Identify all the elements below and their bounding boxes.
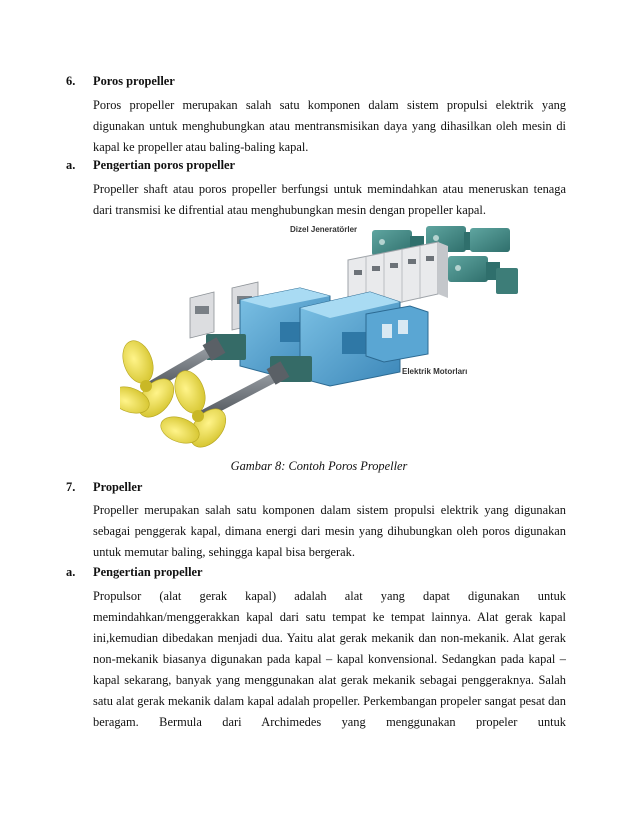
- section-6a-paragraph: Propeller shaft atau poros propeller berfungsi untuk memindahkan atau meneruskan tenaga dari transmisi ke difrential atau menghubungkan mesin dengan propeller kapal.: [93, 182, 566, 217]
- section-7-heading: [66, 480, 142, 495]
- propulsion-system-illustration: [120, 222, 520, 456]
- motors-label: Elektrik Motorları: [402, 367, 468, 376]
- section-6-heading: [66, 74, 175, 89]
- section-7a-paragraph: Propulsor (alat gerak kapal) adalah alat yang dapat digunakan untuk memindahkan/menggerakkan kapal dari satu tempat ke tempat lainnya. Alat gerak kapal ini,kemudian dibedakan menjadi dua. Yaitu alat gerak mekanik dan non-mekanik. Alat gerak non-mekanik biasanya digunakan pada kapal – kapal konvensional. Sedangkan pada kapal – kapal sekarang, banyak yang menggunakan alat gerak mekanik sebagai penggeraknya. Salah satu alat gerak mekanik dalam kapal adalah propeller. Perkembangan propeler sangat pesat dan beragam. Bermula dari Archimedes yang menggunakan propeler untuk: [93, 589, 566, 729]
- section-6-number: 6.: [66, 74, 76, 88]
- section-7a-heading: [66, 565, 203, 580]
- section-6a-number: a.: [66, 158, 76, 172]
- section-6a-heading: [66, 158, 235, 173]
- section-7-title: Propeller: [93, 480, 143, 494]
- propeller-shaft-figure: [120, 222, 520, 456]
- propeller-left: [120, 337, 181, 424]
- generators-label: Dizel Jeneratörler: [290, 225, 358, 234]
- section-6-paragraph: Poros propeller merupakan salah satu komponen dalam sistem propulsi elektrik yang digunakan untuk menghubungkan atau mentransmisikan daya yang dihasilkan oleh mesin di kapal ke propeller atau baling-baling kapal.: [93, 98, 566, 154]
- section-6a-title: Pengertian poros propeller: [93, 158, 236, 172]
- section-7a-title: Pengertian propeller: [93, 565, 203, 579]
- section-7-paragraph: Propeller merupakan salah satu komponen dalam sistem propulsi elektrik yang digunakan sebagai penggerak kapal, dimana energi dari mesin yang dihubungkan oleh poros digunakan untuk memutar baling, sehingga kapal bisa bergerak.: [93, 503, 566, 559]
- figure-caption: Gambar 8: Contoh Poros Propeller: [230, 459, 408, 473]
- section-7a-number: a.: [66, 565, 76, 579]
- section-6-title: Poros propeller: [93, 74, 175, 88]
- section-7-number: 7.: [66, 480, 76, 494]
